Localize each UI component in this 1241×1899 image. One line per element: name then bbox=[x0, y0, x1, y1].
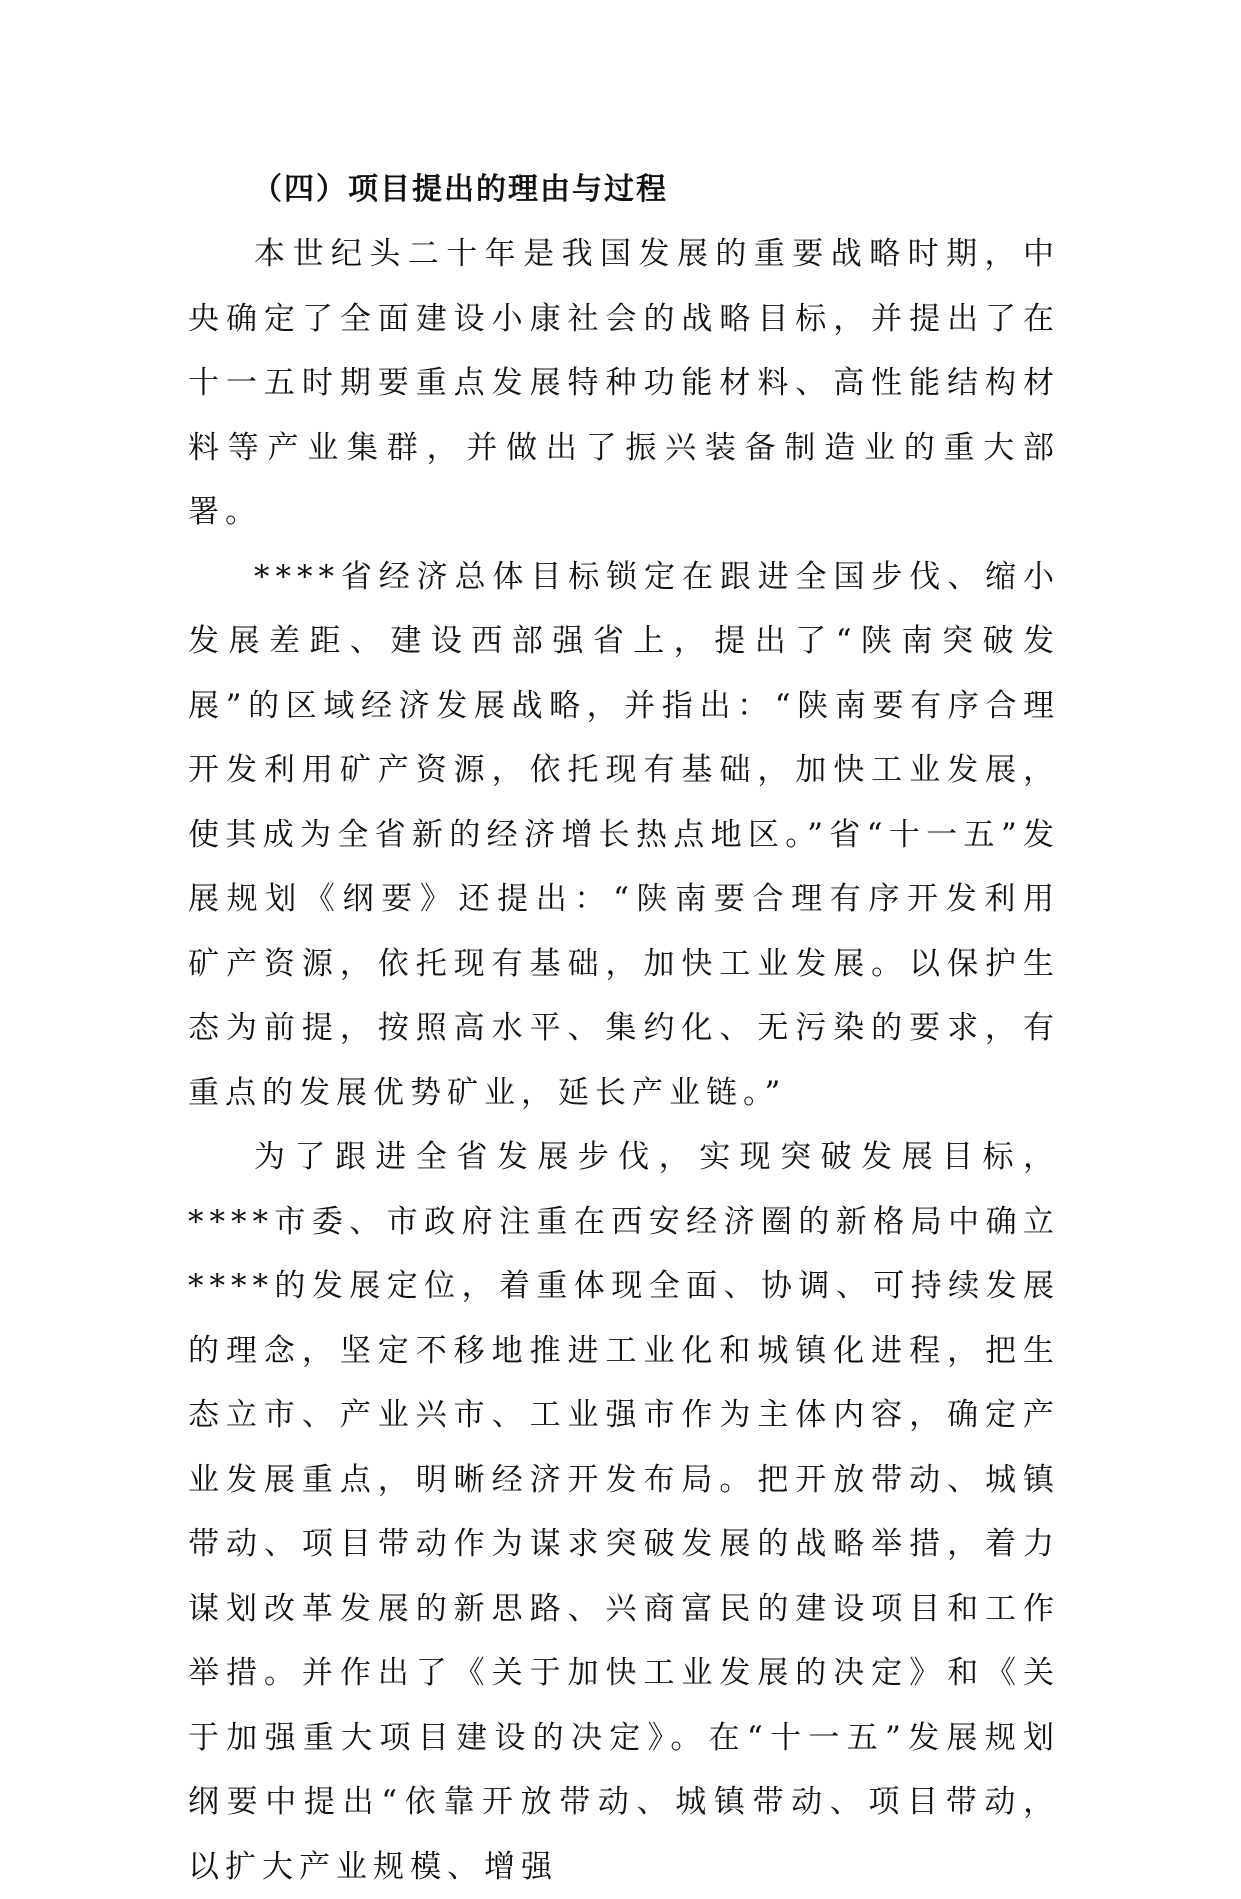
paragraph-national-strategy: 本世纪头二十年是我国发展的重要战略时期，中央确定了全面建设小康社会的战略目标，并提出了在十一五时期要重点发展特种功能材料、高性能结构材料等产业集群，并做出了振兴装备制造业的重大部署。 bbox=[188, 236, 1060, 530]
document-page bbox=[188, 158, 1060, 1899]
paragraph-provincial-strategy: ****省经济总体目标锁定在跟进全国步伐、缩小发展差距、建设西部强省上，提出了“陕南突破发展”的区域经济发展战略，并指出：“陕南要有序合理开发利用矿产资源，依托现有基础，加快工业发展，使其成为全省新的经济增长热点地区。”省“十一五”发展规划《纲要》还提出：“陕南要合理有序开发利用矿产资源，依托现有基础，加快工业发展。以保护生态为前提，按照高水平、集约化、无污染的要求，有重点的发展优势矿业，延长产业链。” bbox=[188, 558, 1060, 1111]
paragraph-municipal-strategy: 为了跟进全省发展步伐，实现突破发展目标，****市委、市政府注重在西安经济圈的新格局中确立****的发展定位，着重体现全面、协调、可持续发展的理念，坚定不移地推进工业化和城镇化进程，把生态立市、产业兴市、工业强市作为主体内容，确定产业发展重点，明晰经济开发布局。把开放带动、城镇带动、项目带动作为谋求突破发展的战略举措，着力谋划改革发展的新思路、兴商富民的建设项目和工作举措。并作出了《关于加快工业发展的决定》和《关于加强重大项目建设的决定》。在“十一五”发展规划纲要中提出“依靠开放带动、城镇带动、项目带动，以扩大产业规模、增强 bbox=[188, 1139, 1060, 1885]
section-heading: （四）项目提出的理由与过程 bbox=[252, 172, 668, 207]
